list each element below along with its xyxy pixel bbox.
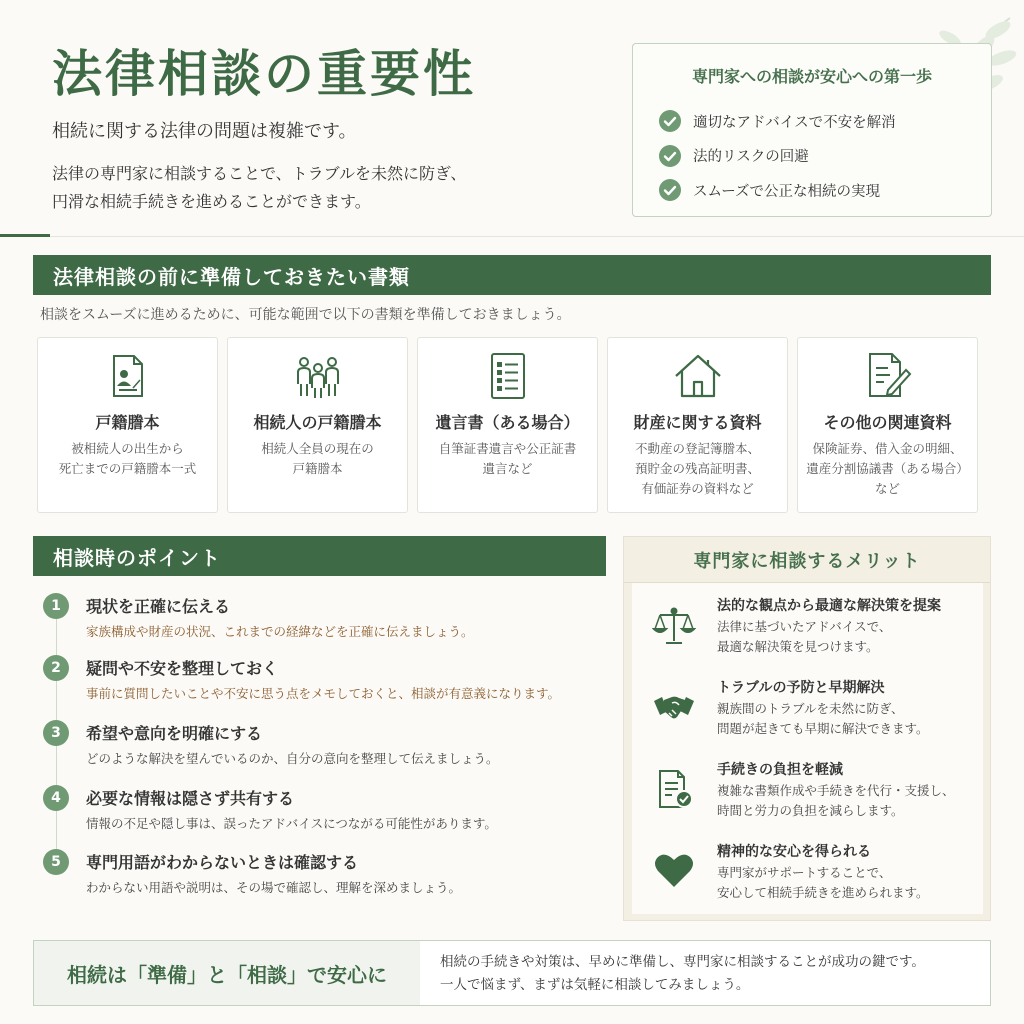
points-heading: 相談時のポイント <box>33 536 606 576</box>
card-description <box>44 439 211 479</box>
card-desc-line: 保険証券、借入金の明細、 <box>812 441 963 456</box>
check-circle-icon <box>659 145 681 167</box>
heirs-icon <box>292 350 344 402</box>
point-description: 情報の不足や隠し事は、誤ったアドバイスにつながる可能性があります。 <box>86 816 497 831</box>
card-desc-line: 有価証券の資料など <box>641 481 754 496</box>
document-card <box>417 337 598 513</box>
point-number: 2 <box>43 655 69 681</box>
closing-line-2: 一人で悩まず、まずは気軽に相談してみましょう。 <box>440 977 750 993</box>
merit-description <box>717 617 891 657</box>
point-title: 現状を正確に伝える <box>86 597 231 616</box>
merit-title: 精神的な安心を得られる <box>717 844 871 860</box>
advice-box <box>632 43 992 217</box>
card-description <box>614 439 781 499</box>
point-description: 家族構成や財産の状況、これまでの経緯などを正確に伝えましょう。 <box>86 624 474 639</box>
page-title: 法律相談の重要性 <box>52 44 476 103</box>
intro-line-1: 法律の専門家に相談することで、トラブルを未然に防ぎ、 <box>52 164 467 183</box>
closing-message <box>440 951 925 997</box>
card-desc-line: 相続人全員の現在の <box>261 441 374 456</box>
closing-slogan: 相続は「準備」と「相談」で安心に <box>34 941 420 1005</box>
advice-item <box>659 173 896 208</box>
merit-desc-line: 安心して相続手続きを進められます。 <box>717 885 929 900</box>
merit-desc-line: 問題が起きても早期に解決できます。 <box>717 721 929 736</box>
point-number: 4 <box>43 785 69 811</box>
card-description <box>234 439 401 479</box>
document-card <box>797 337 978 513</box>
merit-description <box>717 699 929 739</box>
merit-title: 手続きの負担を軽減 <box>717 762 843 778</box>
documents-heading: 法律相談の前に準備しておきたい書類 <box>33 255 991 295</box>
merit-desc-line: 時間と労力の負担を減らします。 <box>717 803 904 818</box>
document-card <box>37 337 218 513</box>
merits-box <box>623 536 991 921</box>
advice-list <box>659 104 896 208</box>
card-description <box>424 439 591 479</box>
merit-desc-line: 最適な解決策を見つけます。 <box>717 639 879 654</box>
scales-icon <box>652 603 696 647</box>
card-desc-line: など <box>874 481 900 496</box>
merit-title: トラブルの予防と早期解決 <box>717 680 885 696</box>
merits-body <box>632 583 983 914</box>
advice-item <box>659 139 896 174</box>
point-title: 希望や意向を明確にする <box>86 724 263 743</box>
section-divider <box>0 236 1024 237</box>
will-document-icon <box>482 350 534 402</box>
card-title: 相続人の戸籍謄本 <box>253 413 382 432</box>
intro-line-2: 円滑な相続手続きを進めることができます。 <box>52 192 371 211</box>
point-title: 専門用語がわからないときは確認する <box>86 853 359 872</box>
documents-subtitle: 相談をスムーズに進めるために、可能な範囲で以下の書類を準備しておきましょう。 <box>40 307 571 323</box>
merit-desc-line: 専門家がサポートすることで、 <box>717 865 892 880</box>
merit-desc-line: 複雑な書類作成や手続きを代行・支援し、 <box>717 783 955 798</box>
card-title: その他の関連資料 <box>823 413 952 432</box>
document-card <box>607 337 788 513</box>
point-number: 5 <box>43 849 69 875</box>
check-circle-icon <box>659 110 681 132</box>
check-circle-icon <box>659 179 681 201</box>
point-number: 3 <box>43 720 69 746</box>
family-register-icon <box>102 350 154 402</box>
handshake-icon <box>652 685 696 729</box>
point-description: わからない用語や説明は、その場で確認し、理解を深めましょう。 <box>86 880 462 895</box>
card-description <box>804 439 971 499</box>
merit-title: 法的な観点から最適な解決策を提案 <box>717 598 941 614</box>
merit-description <box>717 863 929 903</box>
point-title: 疑問や不安を整理しておく <box>86 659 279 678</box>
card-title: 財産に関する資料 <box>633 413 762 432</box>
card-desc-line: 自筆証書遺言や公正証書 <box>438 441 577 456</box>
card-title: 戸籍謄本 <box>95 413 160 432</box>
point-title: 必要な情報は隠さず共有する <box>86 789 295 808</box>
advice-title: 専門家への相談が安心への第一歩 <box>691 67 932 86</box>
merit-desc-line: 親族間のトラブルを未然に防ぎ、 <box>717 701 904 716</box>
card-desc-line: 遺言など <box>482 461 533 476</box>
house-icon <box>672 350 724 402</box>
point-description: 事前に質問したいことや不安に思う点をメモしておくと、相談が有意義になります。 <box>86 686 561 701</box>
card-desc-line: 戸籍謄本 <box>292 461 343 476</box>
card-desc-line: 預貯金の残高証明書、 <box>634 461 760 476</box>
point-description: どのような解決を望んでいるのか、自分の意向を整理して伝えましょう。 <box>86 751 499 766</box>
merits-heading: 専門家に相談するメリット <box>624 537 990 583</box>
intro-lead: 相続に関する法律の問題は複雑です。 <box>52 121 357 142</box>
advice-item-label: 法的リスクの回避 <box>693 149 809 166</box>
card-desc-line: 死亡までの戸籍謄本一式 <box>58 461 197 476</box>
header-section <box>0 0 1024 236</box>
divider-accent <box>0 234 50 237</box>
merit-desc-line: 法律に基づいたアドバイスで、 <box>717 619 892 634</box>
merit-description <box>717 781 955 821</box>
card-desc-line: 不動産の登記簿謄本、 <box>634 441 760 456</box>
closing-line-1: 相続の手続きや対策は、早めに準備し、専門家に相談することが成功の鍵です。 <box>440 954 925 970</box>
closing-banner <box>33 940 991 1006</box>
advice-item-label: スムーズで公正な相続の実現 <box>693 183 881 200</box>
advice-item <box>659 104 896 139</box>
intro-text <box>52 160 572 216</box>
card-desc-line: 被相続人の出生から <box>71 441 184 456</box>
card-desc-line: 遺産分割協議書（ある場合） <box>806 461 969 476</box>
point-number: 1 <box>43 593 69 619</box>
document-check-icon <box>652 767 696 811</box>
card-title: 遺言書（ある場合） <box>435 413 580 432</box>
advice-item-label: 適切なアドバイスで不安を解消 <box>693 114 896 131</box>
document-pen-icon <box>862 350 914 402</box>
heart-icon <box>652 849 696 893</box>
document-card <box>227 337 408 513</box>
document-cards <box>37 337 978 513</box>
